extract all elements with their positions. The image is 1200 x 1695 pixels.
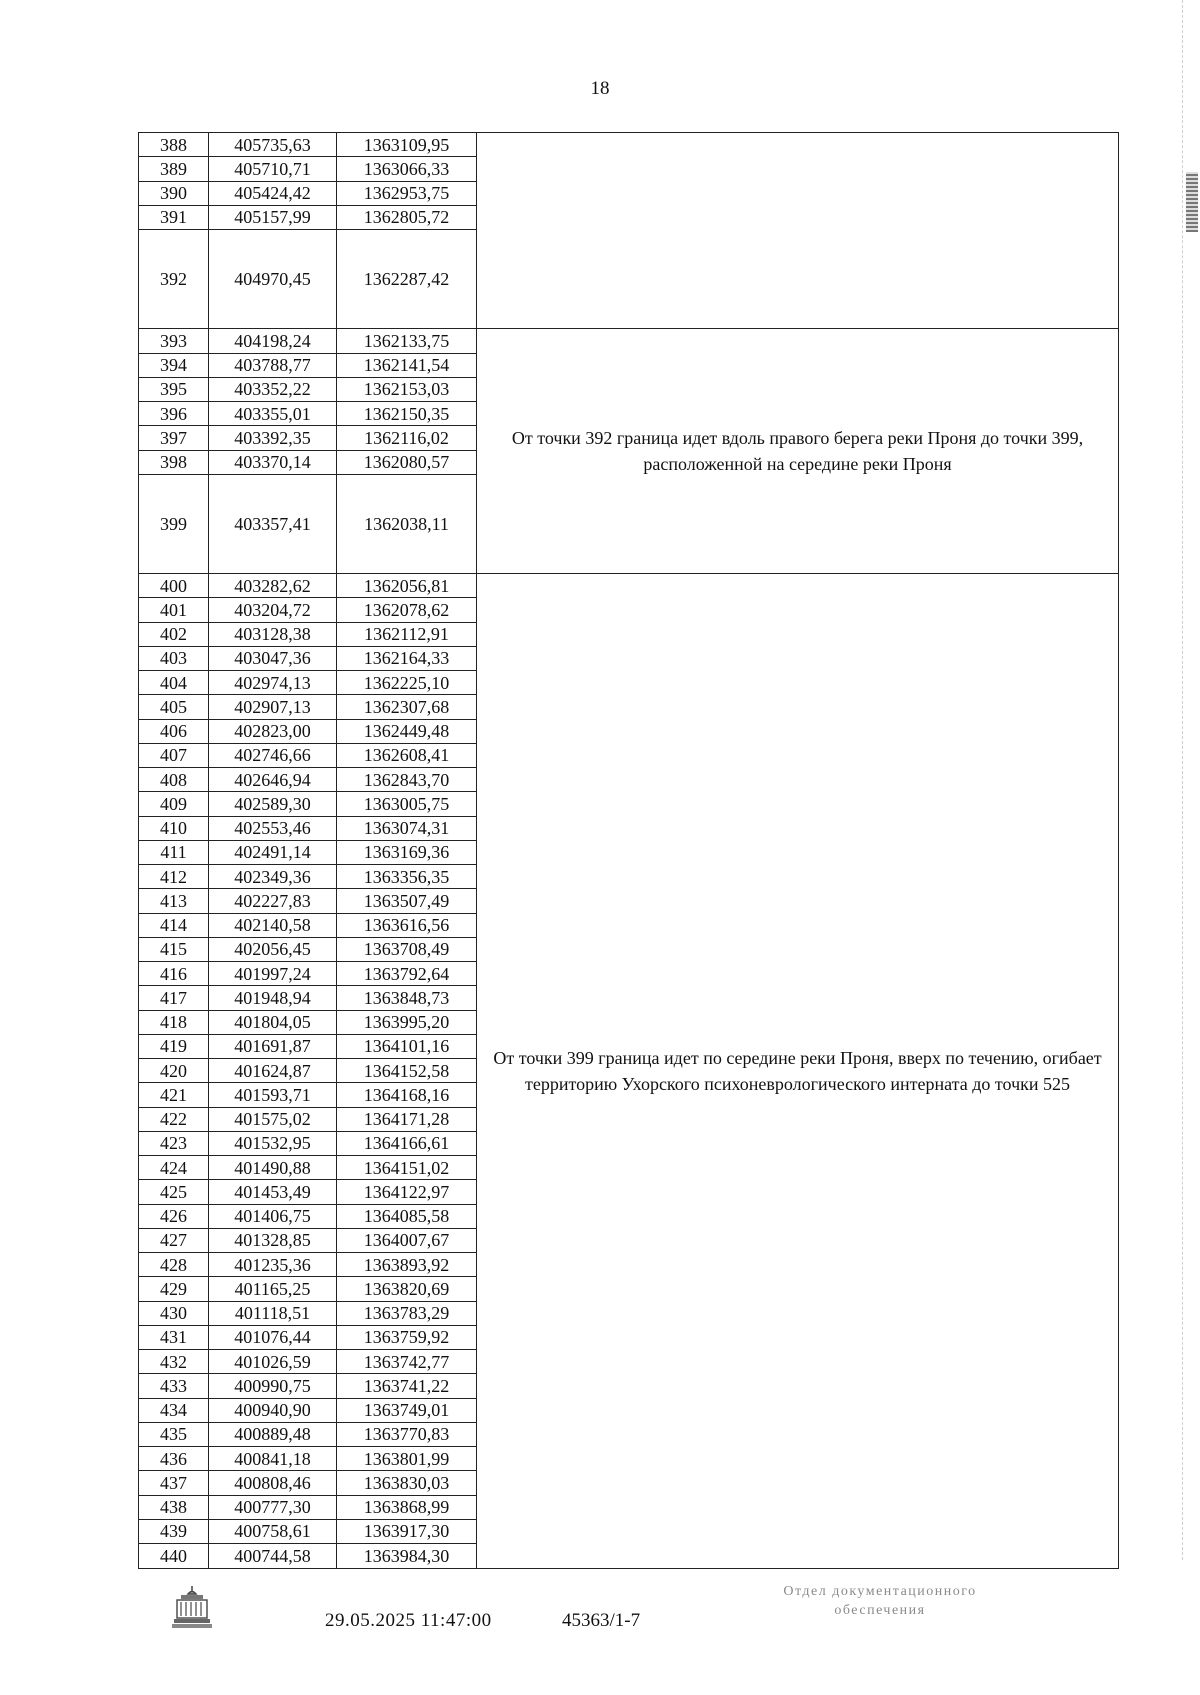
x-coordinate-cell: 401165,25 [209,1277,337,1301]
x-coordinate-cell: 401328,85 [209,1228,337,1252]
y-coordinate-cell: 1362080,57 [337,450,477,474]
point-number-cell: 427 [139,1228,209,1252]
y-coordinate-cell: 1363749,01 [337,1398,477,1422]
y-coordinate-cell: 1362225,10 [337,671,477,695]
page-footer [0,1578,1200,1688]
y-coordinate-cell: 1363783,29 [337,1301,477,1325]
point-number-cell: 396 [139,402,209,426]
point-number-cell: 420 [139,1059,209,1083]
point-number-cell: 403 [139,646,209,670]
point-number-cell: 435 [139,1422,209,1446]
x-coordinate-cell: 401026,59 [209,1350,337,1374]
point-number-cell: 424 [139,1156,209,1180]
y-coordinate-cell: 1364171,28 [337,1107,477,1131]
point-number-cell: 437 [139,1471,209,1495]
y-coordinate-cell: 1362307,68 [337,695,477,719]
y-coordinate-cell: 1363109,95 [337,133,477,157]
y-coordinate-cell: 1364101,16 [337,1034,477,1058]
y-coordinate-cell: 1364152,58 [337,1059,477,1083]
y-coordinate-cell: 1364151,02 [337,1156,477,1180]
x-coordinate-cell: 402974,13 [209,671,337,695]
y-coordinate-cell: 1363868,99 [337,1495,477,1519]
x-coordinate-cell: 402907,13 [209,695,337,719]
point-number-cell: 440 [139,1544,209,1569]
x-coordinate-cell: 402349,36 [209,865,337,889]
point-number-cell: 401 [139,598,209,622]
x-coordinate-cell: 403128,38 [209,622,337,646]
point-number-cell: 406 [139,719,209,743]
y-coordinate-cell: 1363741,22 [337,1374,477,1398]
y-coordinate-cell: 1364122,97 [337,1180,477,1204]
y-coordinate-cell: 1362150,35 [337,402,477,426]
point-number-cell: 415 [139,937,209,961]
x-coordinate-cell: 400940,90 [209,1398,337,1422]
x-coordinate-cell: 402491,14 [209,840,337,864]
point-number-cell: 432 [139,1350,209,1374]
y-coordinate-cell: 1364007,67 [337,1228,477,1252]
point-number-cell: 429 [139,1277,209,1301]
x-coordinate-cell: 402140,58 [209,913,337,937]
boundary-description-cell: От точки 399 граница идет по середине реки Проня, вверх по течению, огибает территорию Ухорского психоневрологического интерната до точки 525 [477,574,1119,1569]
y-coordinate-cell: 1363507,49 [337,889,477,913]
boundary-description-cell [477,133,1119,329]
footer-document-code: 45363/1-7 [562,1610,641,1631]
point-number-cell: 428 [139,1253,209,1277]
x-coordinate-cell: 400808,46 [209,1471,337,1495]
x-coordinate-cell: 405424,42 [209,181,337,205]
table-row [139,133,1119,157]
y-coordinate-cell: 1362164,33 [337,646,477,670]
x-coordinate-cell: 402589,30 [209,792,337,816]
point-number-cell: 402 [139,622,209,646]
point-number-cell: 439 [139,1519,209,1543]
point-number-cell: 412 [139,865,209,889]
point-number-cell: 409 [139,792,209,816]
y-coordinate-cell: 1363356,35 [337,865,477,889]
y-coordinate-cell: 1364166,61 [337,1131,477,1155]
point-number-cell: 391 [139,205,209,229]
y-coordinate-cell: 1363801,99 [337,1447,477,1471]
point-number-cell: 392 [139,230,209,329]
point-number-cell: 438 [139,1495,209,1519]
point-number-cell: 410 [139,816,209,840]
y-coordinate-cell: 1363074,31 [337,816,477,840]
x-coordinate-cell: 401804,05 [209,1010,337,1034]
page-number: 18 [590,78,610,99]
point-number-cell: 408 [139,768,209,792]
y-coordinate-cell: 1363792,64 [337,962,477,986]
x-coordinate-cell: 403352,22 [209,377,337,401]
point-number-cell: 430 [139,1301,209,1325]
x-coordinate-cell: 402646,94 [209,768,337,792]
y-coordinate-cell: 1362133,75 [337,329,477,353]
y-coordinate-cell: 1362141,54 [337,353,477,377]
point-number-cell: 389 [139,157,209,181]
x-coordinate-cell: 401948,94 [209,986,337,1010]
x-coordinate-cell: 400889,48 [209,1422,337,1446]
x-coordinate-cell: 400990,75 [209,1374,337,1398]
department-stamp [730,1582,1030,1620]
point-number-cell: 421 [139,1083,209,1107]
y-coordinate-cell: 1363848,73 [337,986,477,1010]
point-number-cell: 400 [139,574,209,598]
footer-datetime: 29.05.2025 11:47:00 [325,1610,492,1631]
y-coordinate-cell: 1364168,16 [337,1083,477,1107]
x-coordinate-cell: 403392,35 [209,426,337,450]
point-number-cell: 434 [139,1398,209,1422]
coordinates-table-wrapper [138,132,1118,1569]
y-coordinate-cell: 1363169,36 [337,840,477,864]
y-coordinate-cell: 1363742,77 [337,1350,477,1374]
y-coordinate-cell: 1362078,62 [337,598,477,622]
x-coordinate-cell: 401624,87 [209,1059,337,1083]
point-number-cell: 411 [139,840,209,864]
boundary-description-cell: От точки 392 граница идет вдоль правого берега реки Проня до точки 399, расположенной на середине реки Проня [477,329,1119,574]
x-coordinate-cell: 402823,00 [209,719,337,743]
stamp-line-2: обеспечения [834,1603,926,1618]
y-coordinate-cell: 1363759,92 [337,1325,477,1349]
y-coordinate-cell: 1363995,20 [337,1010,477,1034]
x-coordinate-cell: 401453,49 [209,1180,337,1204]
scan-edge-mark [1186,172,1198,232]
point-number-cell: 394 [139,353,209,377]
x-coordinate-cell: 402056,45 [209,937,337,961]
y-coordinate-cell: 1363770,83 [337,1422,477,1446]
x-coordinate-cell: 401532,95 [209,1131,337,1155]
point-number-cell: 393 [139,329,209,353]
x-coordinate-cell: 401076,44 [209,1325,337,1349]
y-coordinate-cell: 1362608,41 [337,743,477,767]
point-number-cell: 404 [139,671,209,695]
point-number-cell: 414 [139,913,209,937]
point-number-cell: 433 [139,1374,209,1398]
x-coordinate-cell: 400841,18 [209,1447,337,1471]
point-number-cell: 395 [139,377,209,401]
point-number-cell: 388 [139,133,209,157]
point-number-cell: 419 [139,1034,209,1058]
point-number-cell: 390 [139,181,209,205]
y-coordinate-cell: 1362112,91 [337,622,477,646]
table-row [139,329,1119,353]
x-coordinate-cell: 403204,72 [209,598,337,622]
x-coordinate-cell: 404970,45 [209,230,337,329]
stamp-line-1: Отдел документационного [783,1584,977,1599]
point-number-cell: 423 [139,1131,209,1155]
x-coordinate-cell: 403355,01 [209,402,337,426]
x-coordinate-cell: 400744,58 [209,1544,337,1569]
y-coordinate-cell: 1362287,42 [337,230,477,329]
y-coordinate-cell: 1363005,75 [337,792,477,816]
point-number-cell: 398 [139,450,209,474]
y-coordinate-cell: 1363616,56 [337,913,477,937]
point-number-cell: 397 [139,426,209,450]
y-coordinate-cell: 1362953,75 [337,181,477,205]
y-coordinate-cell: 1362038,11 [337,474,477,573]
x-coordinate-cell: 400777,30 [209,1495,337,1519]
y-coordinate-cell: 1362153,03 [337,377,477,401]
point-number-cell: 426 [139,1204,209,1228]
y-coordinate-cell: 1363066,33 [337,157,477,181]
building-emblem-icon [170,1582,214,1632]
point-number-cell: 399 [139,474,209,573]
point-number-cell: 425 [139,1180,209,1204]
x-coordinate-cell: 405157,99 [209,205,337,229]
x-coordinate-cell: 403357,41 [209,474,337,573]
x-coordinate-cell: 403370,14 [209,450,337,474]
x-coordinate-cell: 400758,61 [209,1519,337,1543]
y-coordinate-cell: 1362843,70 [337,768,477,792]
y-coordinate-cell: 1363830,03 [337,1471,477,1495]
x-coordinate-cell: 405710,71 [209,157,337,181]
x-coordinate-cell: 402553,46 [209,816,337,840]
point-number-cell: 431 [139,1325,209,1349]
x-coordinate-cell: 401575,02 [209,1107,337,1131]
point-number-cell: 418 [139,1010,209,1034]
point-number-cell: 413 [139,889,209,913]
x-coordinate-cell: 402746,66 [209,743,337,767]
point-number-cell: 422 [139,1107,209,1131]
y-coordinate-cell: 1363893,92 [337,1253,477,1277]
x-coordinate-cell: 403788,77 [209,353,337,377]
x-coordinate-cell: 401691,87 [209,1034,337,1058]
point-number-cell: 407 [139,743,209,767]
x-coordinate-cell: 403282,62 [209,574,337,598]
x-coordinate-cell: 405735,63 [209,133,337,157]
y-coordinate-cell: 1363708,49 [337,937,477,961]
x-coordinate-cell: 402227,83 [209,889,337,913]
x-coordinate-cell: 401235,36 [209,1253,337,1277]
y-coordinate-cell: 1362116,02 [337,426,477,450]
x-coordinate-cell: 404198,24 [209,329,337,353]
scan-edge-line [1182,0,1184,1560]
y-coordinate-cell: 1363917,30 [337,1519,477,1543]
x-coordinate-cell: 401406,75 [209,1204,337,1228]
point-number-cell: 436 [139,1447,209,1471]
x-coordinate-cell: 401593,71 [209,1083,337,1107]
y-coordinate-cell: 1364085,58 [337,1204,477,1228]
x-coordinate-cell: 401997,24 [209,962,337,986]
x-coordinate-cell: 401490,88 [209,1156,337,1180]
coordinates-table [138,132,1119,1569]
y-coordinate-cell: 1362449,48 [337,719,477,743]
y-coordinate-cell: 1363984,30 [337,1544,477,1569]
y-coordinate-cell: 1362056,81 [337,574,477,598]
x-coordinate-cell: 403047,36 [209,646,337,670]
y-coordinate-cell: 1362805,72 [337,205,477,229]
point-number-cell: 405 [139,695,209,719]
table-row [139,574,1119,598]
y-coordinate-cell: 1363820,69 [337,1277,477,1301]
point-number-cell: 416 [139,962,209,986]
x-coordinate-cell: 401118,51 [209,1301,337,1325]
point-number-cell: 417 [139,986,209,1010]
